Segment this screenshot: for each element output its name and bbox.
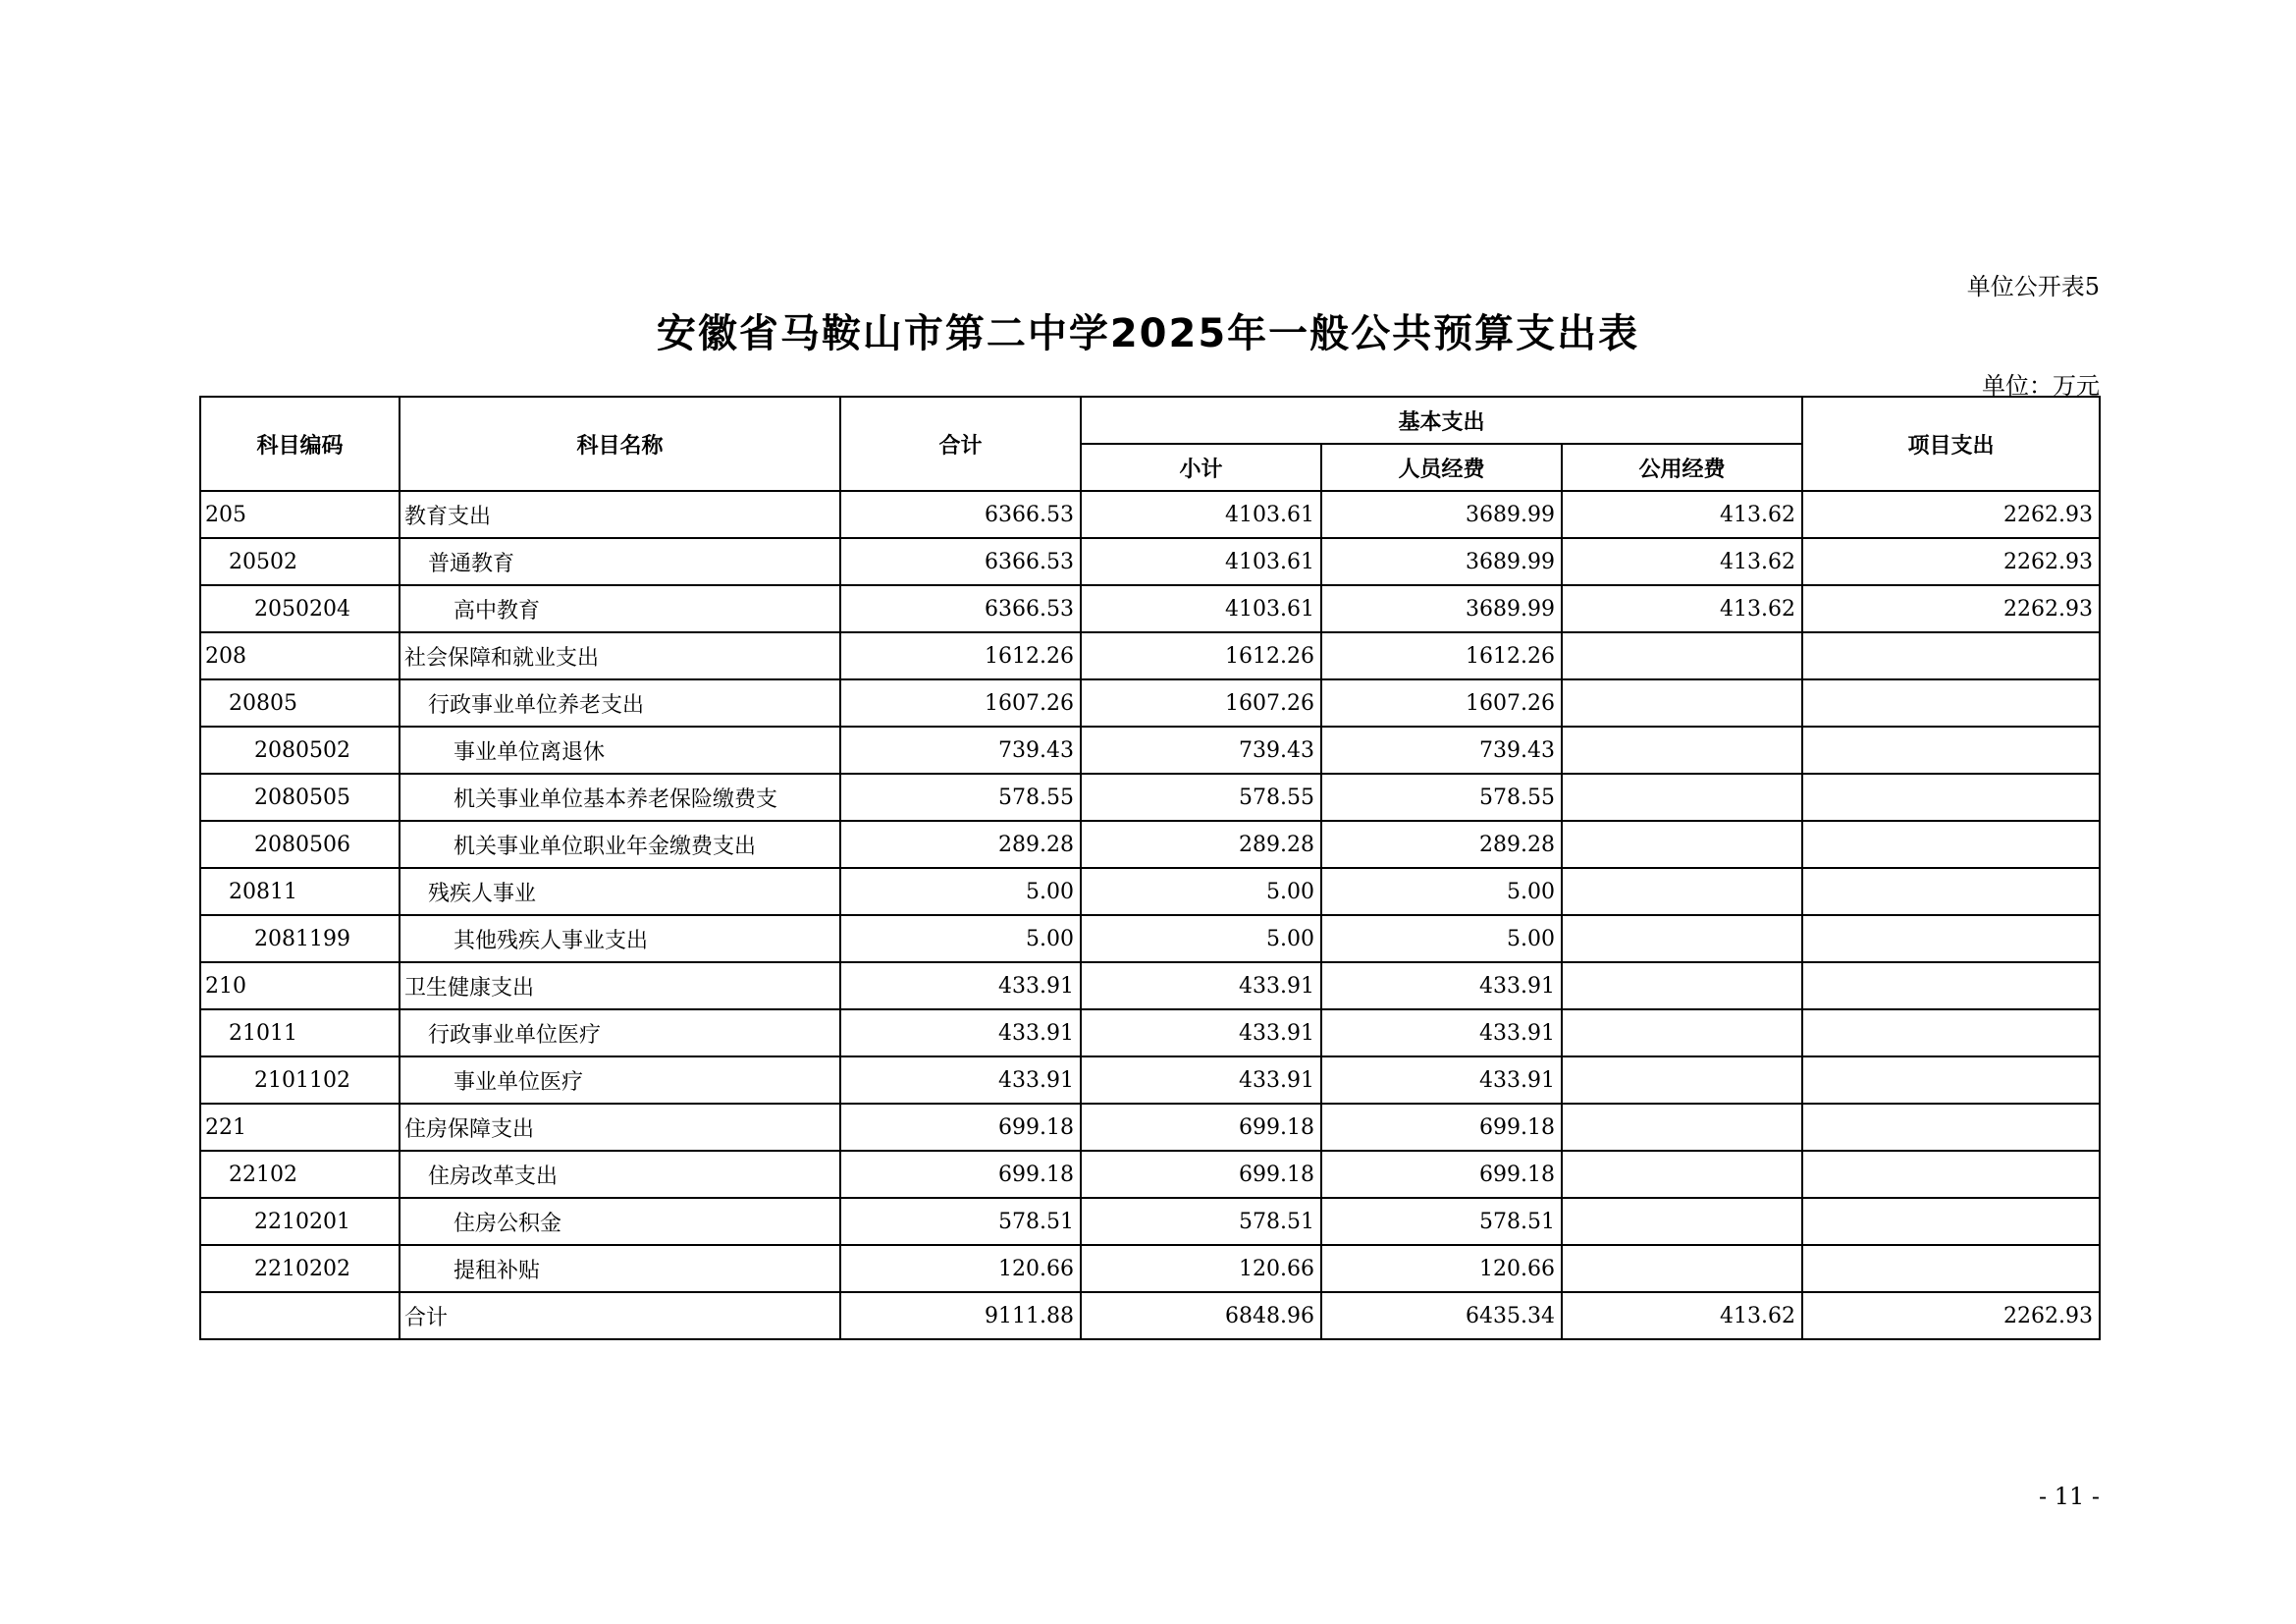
cell-subtotal: 433.91: [1081, 1056, 1321, 1104]
cell-project: [1802, 1009, 2100, 1056]
cell-project: [1802, 962, 2100, 1009]
cell-name: 残疾人事业: [400, 868, 840, 915]
cell-name: 社会保障和就业支出: [400, 632, 840, 679]
cell-personnel: 699.18: [1321, 1151, 1562, 1198]
cell-subtotal: 699.18: [1081, 1151, 1321, 1198]
cell-public: [1562, 679, 1802, 727]
table-row: [200, 585, 2100, 632]
cell-project: 2262.93: [1802, 585, 2100, 632]
cell-total: 699.18: [840, 1151, 1081, 1198]
cell-public: [1562, 1009, 1802, 1056]
cell-total: 6366.53: [840, 538, 1081, 585]
table-row: [200, 1104, 2100, 1151]
cell-public: [1562, 774, 1802, 821]
cell-total: 1607.26: [840, 679, 1081, 727]
cell-project: 2262.93: [1802, 538, 2100, 585]
table-row: [200, 1198, 2100, 1245]
cell-total: 699.18: [840, 1104, 1081, 1151]
cell-project: [1802, 727, 2100, 774]
cell-subtotal: 1607.26: [1081, 679, 1321, 727]
cell-subtotal: 5.00: [1081, 915, 1321, 962]
table-row: [200, 727, 2100, 774]
table-row: [200, 962, 2100, 1009]
table-header: [200, 397, 2100, 491]
cell-public: [1562, 1104, 1802, 1151]
table-row: [200, 1151, 2100, 1198]
header-public: 公用经费: [1562, 444, 1802, 491]
table-row: [200, 915, 2100, 962]
table-row: [200, 868, 2100, 915]
cell-public: [1562, 632, 1802, 679]
cell-project: [1802, 774, 2100, 821]
cell-public: 413.62: [1562, 491, 1802, 538]
cell-name: 住房公积金: [400, 1198, 840, 1245]
table-row: [200, 1009, 2100, 1056]
cell-code: 21011: [200, 1009, 400, 1056]
cell-code: 2080506: [200, 821, 400, 868]
cell-name: 行政事业单位医疗: [400, 1009, 840, 1056]
cell-project: [1802, 1104, 2100, 1151]
cell-subtotal: 699.18: [1081, 1104, 1321, 1151]
cell-code: 20805: [200, 679, 400, 727]
cell-subtotal: 433.91: [1081, 962, 1321, 1009]
unit-label: 单位：万元: [1982, 372, 2100, 400]
cell-public: [1562, 915, 1802, 962]
cell-code: 221: [200, 1104, 400, 1151]
cell-project: [1802, 821, 2100, 868]
cell-personnel: 739.43: [1321, 727, 1562, 774]
cell-name: 高中教育: [400, 585, 840, 632]
cell-subtotal: 578.55: [1081, 774, 1321, 821]
header-code: 科目编码: [200, 397, 400, 491]
cell-project: [1802, 632, 2100, 679]
cell-total: 5.00: [840, 868, 1081, 915]
cell-personnel: 6435.34: [1321, 1292, 1562, 1339]
table-id-label: 单位公开表5: [1966, 273, 2100, 300]
cell-public: 413.62: [1562, 538, 1802, 585]
cell-code: 2080502: [200, 727, 400, 774]
cell-personnel: 5.00: [1321, 915, 1562, 962]
cell-name: 住房改革支出: [400, 1151, 840, 1198]
cell-name: 机关事业单位职业年金缴费支出: [400, 821, 840, 868]
cell-public: [1562, 727, 1802, 774]
cell-public: [1562, 962, 1802, 1009]
cell-name: 合计: [400, 1292, 840, 1339]
header-personnel: 人员经费: [1321, 444, 1562, 491]
cell-code: 2080505: [200, 774, 400, 821]
header-name: 科目名称: [400, 397, 840, 491]
cell-public: [1562, 1056, 1802, 1104]
cell-personnel: 699.18: [1321, 1104, 1562, 1151]
cell-subtotal: 4103.61: [1081, 585, 1321, 632]
cell-total: 9111.88: [840, 1292, 1081, 1339]
table-row: [200, 491, 2100, 538]
cell-public: 413.62: [1562, 1292, 1802, 1339]
cell-code: 2050204: [200, 585, 400, 632]
cell-public: [1562, 821, 1802, 868]
table-row: [200, 632, 2100, 679]
cell-project: [1802, 1056, 2100, 1104]
cell-subtotal: 578.51: [1081, 1198, 1321, 1245]
cell-code: 208: [200, 632, 400, 679]
table-row: [200, 774, 2100, 821]
cell-name: 住房保障支出: [400, 1104, 840, 1151]
cell-code: 20811: [200, 868, 400, 915]
header-subtotal: 小计: [1081, 444, 1321, 491]
cell-personnel: 433.91: [1321, 1009, 1562, 1056]
header-project: 项目支出: [1802, 397, 2100, 491]
cell-subtotal: 739.43: [1081, 727, 1321, 774]
cell-name: 其他残疾人事业支出: [400, 915, 840, 962]
cell-personnel: 120.66: [1321, 1245, 1562, 1292]
cell-name: 行政事业单位养老支出: [400, 679, 840, 727]
cell-name: 机关事业单位基本养老保险缴费支: [400, 774, 840, 821]
cell-personnel: 1607.26: [1321, 679, 1562, 727]
cell-total: 578.51: [840, 1198, 1081, 1245]
cell-code: 205: [200, 491, 400, 538]
cell-total: 739.43: [840, 727, 1081, 774]
cell-public: [1562, 1151, 1802, 1198]
cell-personnel: 3689.99: [1321, 491, 1562, 538]
cell-public: [1562, 1198, 1802, 1245]
cell-personnel: 1612.26: [1321, 632, 1562, 679]
cell-total: 6366.53: [840, 491, 1081, 538]
cell-project: [1802, 868, 2100, 915]
cell-code: 2081199: [200, 915, 400, 962]
table-row: [200, 1292, 2100, 1339]
page-title: 安徽省马鞍山市第二中学2025年一般公共预算支出表: [656, 311, 1640, 356]
cell-name: 事业单位医疗: [400, 1056, 840, 1104]
table-row: [200, 1245, 2100, 1292]
cell-public: 413.62: [1562, 585, 1802, 632]
cell-project: [1802, 1198, 2100, 1245]
budget-table: [199, 396, 2101, 1340]
cell-personnel: 289.28: [1321, 821, 1562, 868]
cell-project: [1802, 679, 2100, 727]
cell-public: [1562, 868, 1802, 915]
cell-subtotal: 4103.61: [1081, 538, 1321, 585]
cell-subtotal: 4103.61: [1081, 491, 1321, 538]
cell-code: 2101102: [200, 1056, 400, 1104]
cell-name: 卫生健康支出: [400, 962, 840, 1009]
cell-code: 22102: [200, 1151, 400, 1198]
cell-subtotal: 120.66: [1081, 1245, 1321, 1292]
table-row: [200, 679, 2100, 727]
table-row: [200, 1056, 2100, 1104]
page-number: - 11 -: [2038, 1483, 2100, 1510]
cell-total: 120.66: [840, 1245, 1081, 1292]
cell-total: 289.28: [840, 821, 1081, 868]
cell-personnel: 3689.99: [1321, 538, 1562, 585]
cell-total: 5.00: [840, 915, 1081, 962]
cell-name: 教育支出: [400, 491, 840, 538]
cell-project: 2262.93: [1802, 491, 2100, 538]
cell-name: 普通教育: [400, 538, 840, 585]
cell-subtotal: 6848.96: [1081, 1292, 1321, 1339]
cell-subtotal: 1612.26: [1081, 632, 1321, 679]
cell-personnel: 3689.99: [1321, 585, 1562, 632]
cell-project: [1802, 915, 2100, 962]
cell-code: 210: [200, 962, 400, 1009]
cell-project: [1802, 1245, 2100, 1292]
cell-subtotal: 5.00: [1081, 868, 1321, 915]
cell-total: 433.91: [840, 1009, 1081, 1056]
cell-subtotal: 433.91: [1081, 1009, 1321, 1056]
cell-public: [1562, 1245, 1802, 1292]
cell-personnel: 578.51: [1321, 1198, 1562, 1245]
cell-code: 2210202: [200, 1245, 400, 1292]
header-total: 合计: [840, 397, 1081, 491]
cell-code: 2210201: [200, 1198, 400, 1245]
cell-total: 6366.53: [840, 585, 1081, 632]
cell-project: 2262.93: [1802, 1292, 2100, 1339]
cell-code: [200, 1292, 400, 1339]
table-body: [200, 491, 2100, 1339]
header-row-1: [200, 397, 2100, 444]
cell-personnel: 578.55: [1321, 774, 1562, 821]
cell-personnel: 5.00: [1321, 868, 1562, 915]
cell-total: 578.55: [840, 774, 1081, 821]
cell-total: 1612.26: [840, 632, 1081, 679]
cell-project: [1802, 1151, 2100, 1198]
cell-name: 事业单位离退休: [400, 727, 840, 774]
table-row: [200, 538, 2100, 585]
cell-total: 433.91: [840, 1056, 1081, 1104]
cell-code: 20502: [200, 538, 400, 585]
cell-personnel: 433.91: [1321, 1056, 1562, 1104]
cell-personnel: 433.91: [1321, 962, 1562, 1009]
cell-name: 提租补贴: [400, 1245, 840, 1292]
cell-subtotal: 289.28: [1081, 821, 1321, 868]
table-row: [200, 821, 2100, 868]
cell-total: 433.91: [840, 962, 1081, 1009]
header-basic: 基本支出: [1081, 397, 1802, 444]
